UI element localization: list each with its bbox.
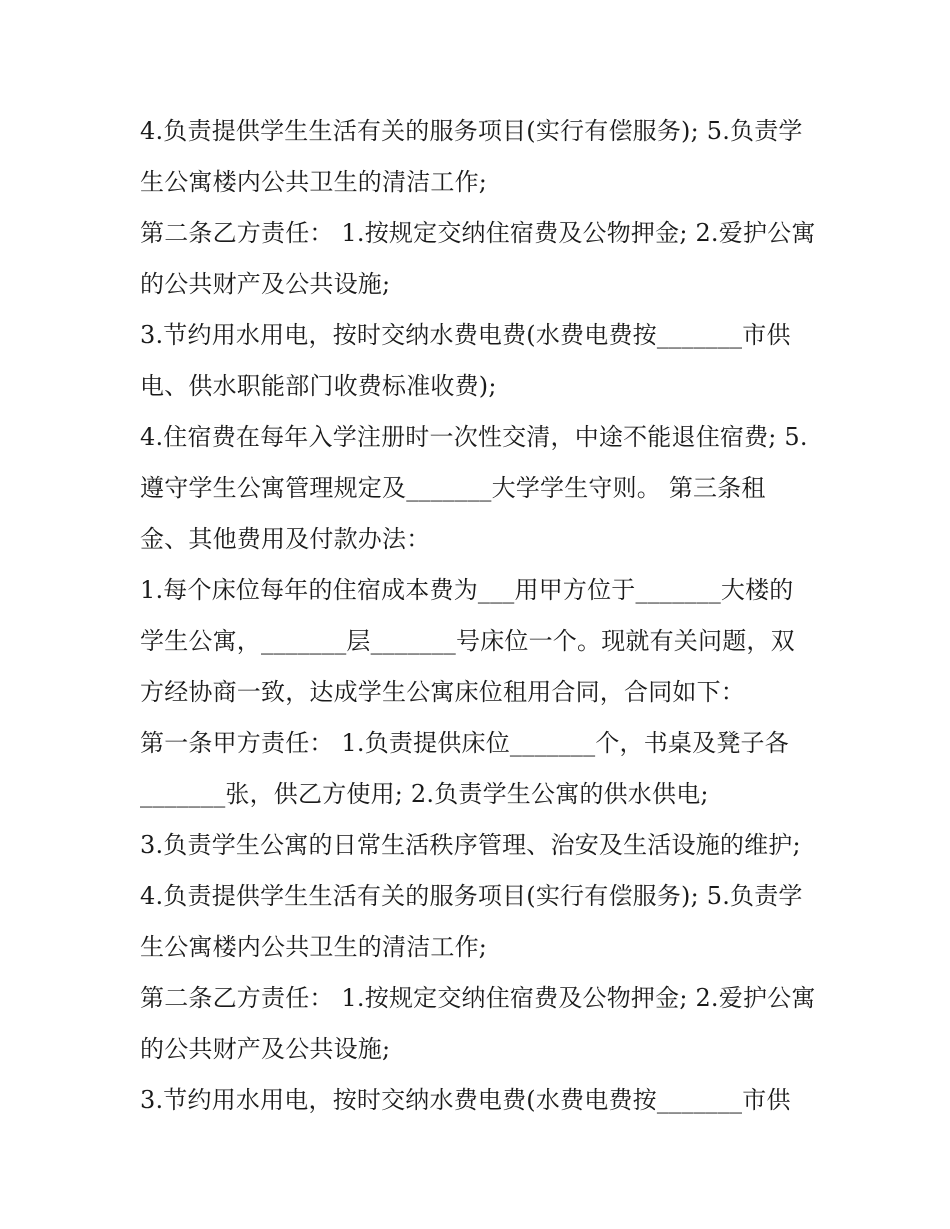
text-line: 第二条乙方责任： 1.按规定交纳住宿费及公物押金; 2.爱护公寓 — [140, 219, 816, 247]
text-line: 生公寓楼内公共卫生的清洁工作; — [140, 168, 488, 196]
document-body — [140, 106, 820, 1126]
text-line: 遵守学生公寓管理规定及_______大学学生守则。 第三条租 — [140, 474, 766, 502]
text-line: 4.负责提供学生生活有关的服务项目(实行有偿服务); 5.负责学 — [140, 882, 803, 910]
text-line: 生公寓楼内公共卫生的清洁工作; — [140, 933, 488, 961]
text-line: 电、供水职能部门收费标准收费); — [140, 372, 497, 400]
text-line: 1.每个床位每年的住宿成本费为___用甲方位于_______大楼的 — [140, 576, 794, 604]
text-line: 4.住宿费在每年入学注册时一次性交清，中途不能退住宿费; 5. — [140, 423, 808, 451]
text-line: 3.节约用水用电，按时交纳水费电费(水费电费按_______市供 — [140, 321, 791, 349]
text-line: 学生公寓，_______层_______号床位一个。现就有关问题，双 — [140, 627, 795, 655]
text-line: 第一条甲方责任： 1.负责提供床位_______个，书桌及凳子各 — [140, 729, 789, 757]
text-line: _______张，供乙方使用; 2.负责学生公寓的供水供电; — [140, 780, 709, 808]
text-line: 第二条乙方责任： 1.按规定交纳住宿费及公物押金; 2.爱护公寓 — [140, 984, 816, 1012]
text-line: 方经协商一致，达成学生公寓床位租用合同，合同如下： — [140, 678, 745, 706]
text-line: 3.负责学生公寓的日常生活秩序管理、治安及生活设施的维护; — [140, 831, 801, 859]
text-line: 4.负责提供学生生活有关的服务项目(实行有偿服务); 5.负责学 — [140, 117, 803, 145]
text-line: 的公共财产及公共设施; — [140, 270, 391, 298]
text-line: 的公共财产及公共设施; — [140, 1035, 391, 1063]
text-line: 金、其他费用及付款办法： — [140, 525, 431, 553]
text-line: 3.节约用水用电，按时交纳水费电费(水费电费按_______市供 — [140, 1086, 791, 1114]
